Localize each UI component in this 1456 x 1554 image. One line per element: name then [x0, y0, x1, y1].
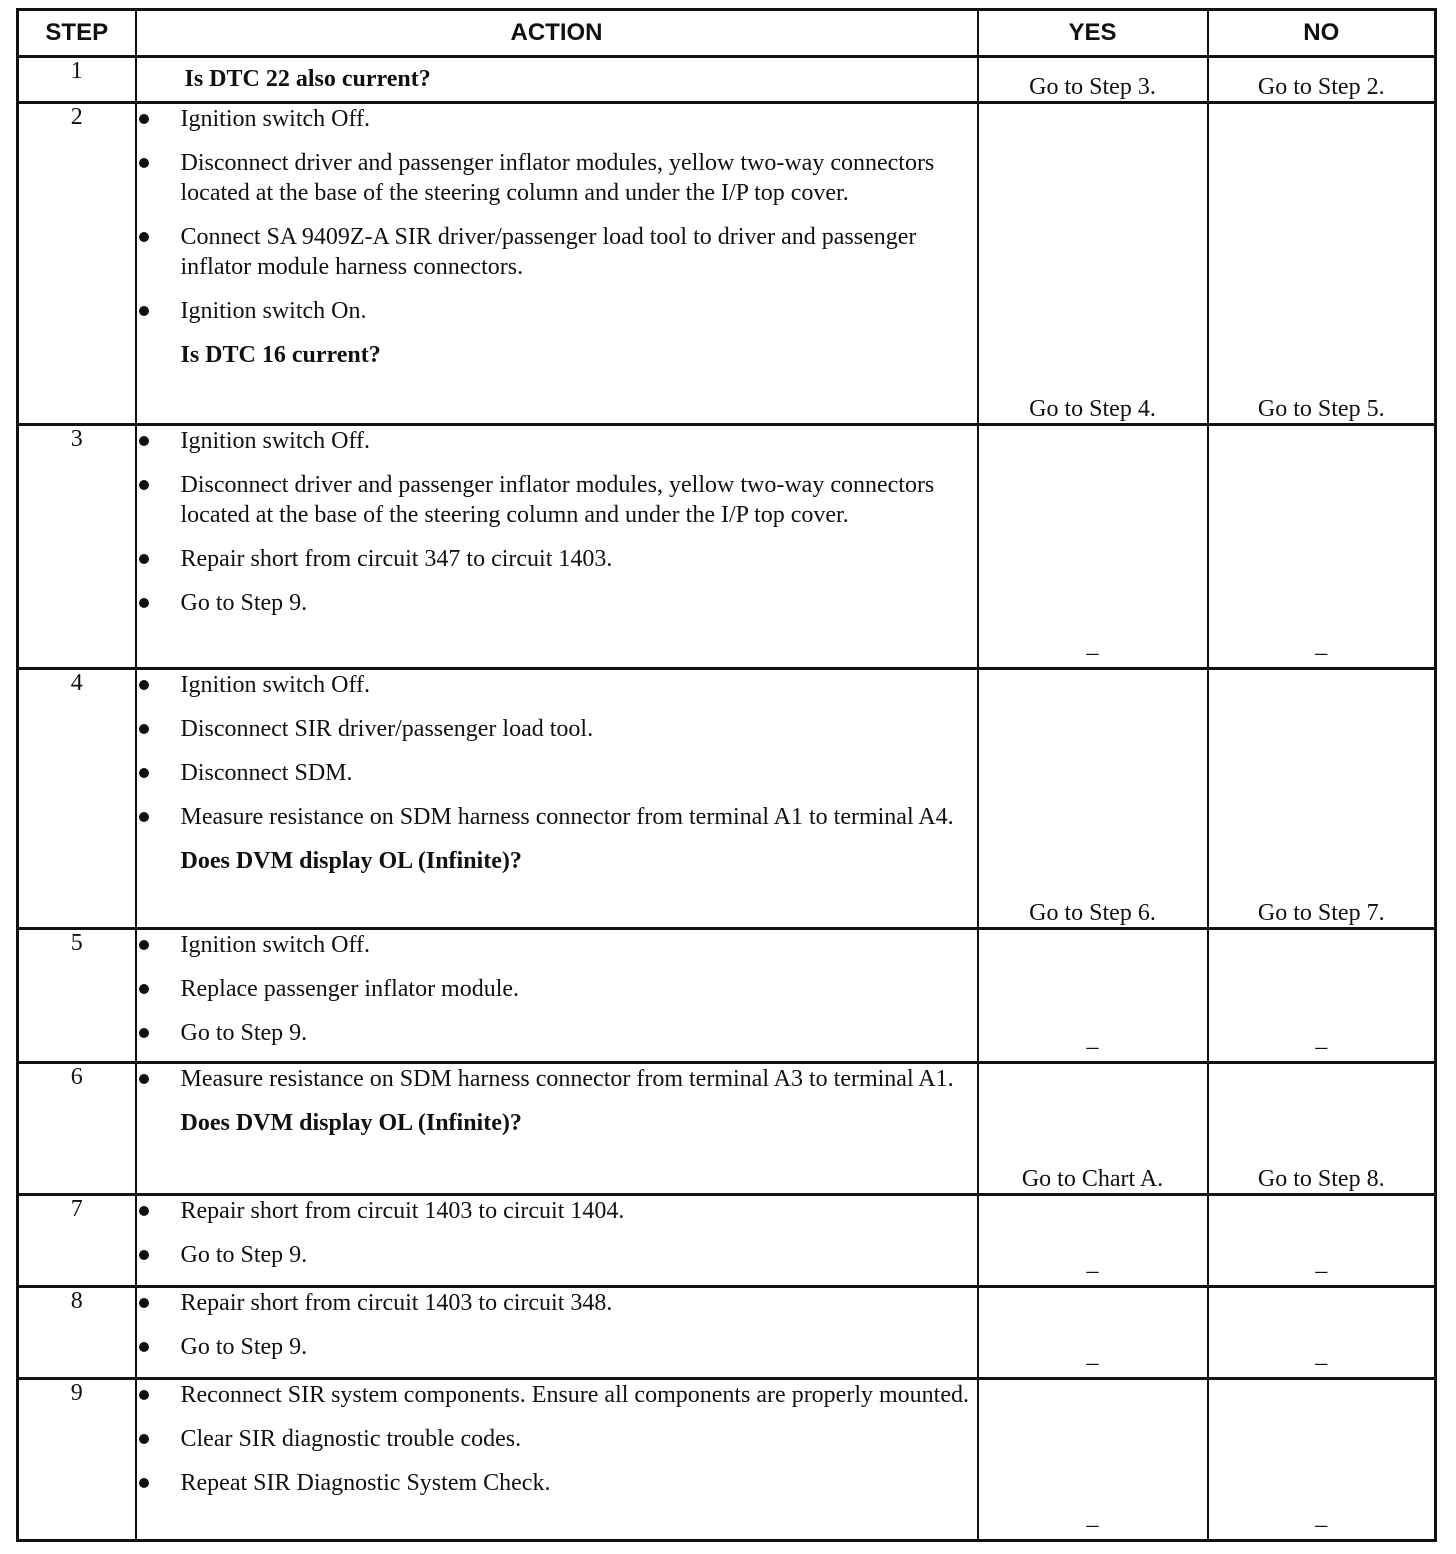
- action-bullet-item: Disconnect SIR driver/passenger load tool.: [137, 714, 977, 744]
- action-bullet-item: Reconnect SIR system components. Ensure all components are properly mounted.: [137, 1380, 977, 1410]
- action-cell: [136, 1379, 978, 1541]
- no-header: NO: [1208, 10, 1436, 57]
- action-bullet-list: [137, 1196, 977, 1270]
- table-row: [18, 929, 1436, 1063]
- action-bullet-item: Ignition switch Off.: [137, 104, 977, 134]
- action-bullet-item: Go to Step 9.: [137, 588, 977, 618]
- action-bullet-item: Repeat SIR Diagnostic System Check.: [137, 1468, 977, 1498]
- yes-result: Go to Step 3.: [978, 57, 1208, 103]
- no-result: Go to Step 5.: [1208, 103, 1436, 425]
- action-bullet-item: Disconnect driver and passenger inflator modules, yellow two-way connectors located at the base of the steering column and under the I/P top cover.: [137, 470, 977, 530]
- step-number: 7: [18, 1195, 136, 1287]
- table-body: [18, 57, 1436, 1541]
- step-number: 9: [18, 1379, 136, 1541]
- action-header: ACTION: [136, 10, 978, 57]
- action-bullet-item: Ignition switch Off.: [137, 426, 977, 456]
- table-row: [18, 1379, 1436, 1541]
- action-cell: [136, 929, 978, 1063]
- action-bullet-list: [137, 104, 977, 326]
- no-result: –: [1208, 1195, 1436, 1287]
- step-number: 5: [18, 929, 136, 1063]
- step-question: Is DTC 22 also current?: [184, 66, 431, 92]
- table-row: [18, 1287, 1436, 1379]
- yes-result: –: [978, 929, 1208, 1063]
- action-bullet-list: [137, 670, 977, 832]
- action-bullet-list: [137, 930, 977, 1048]
- no-result: –: [1208, 929, 1436, 1063]
- yes-result: –: [978, 425, 1208, 669]
- table-row: [18, 103, 1436, 425]
- step-number: 6: [18, 1063, 136, 1195]
- action-bullet-item: Go to Step 9.: [137, 1332, 977, 1362]
- action-cell: [136, 57, 978, 103]
- action-bullet-item: Measure resistance on SDM harness connector from terminal A3 to terminal A1.: [137, 1064, 977, 1094]
- table-row: [18, 669, 1436, 929]
- action-bullet-list: [137, 1064, 977, 1094]
- action-cell: [136, 425, 978, 669]
- action-bullet-item: Measure resistance on SDM harness connector from terminal A1 to terminal A4.: [137, 802, 977, 832]
- diagnostic-table: [16, 8, 1437, 1542]
- action-bullet-list: [137, 426, 977, 618]
- step-header: STEP: [18, 10, 136, 57]
- step-question: Does DVM display OL (Infinite)?: [180, 848, 522, 874]
- step-number: 1: [18, 57, 136, 103]
- action-cell: [136, 1195, 978, 1287]
- action-bullet-item: Connect SA 9409Z-A SIR driver/passenger load tool to driver and passenger inflator module harness connectors.: [137, 222, 977, 282]
- action-bullet-item: Disconnect SDM.: [137, 758, 977, 788]
- yes-result: Go to Chart A.: [978, 1063, 1208, 1195]
- yes-result: Go to Step 6.: [978, 669, 1208, 929]
- yes-header: YES: [978, 10, 1208, 57]
- no-result: Go to Step 2.: [1208, 57, 1436, 103]
- header-row: [18, 10, 1436, 57]
- action-bullet-item: Repair short from circuit 347 to circuit 1403.: [137, 544, 977, 574]
- action-cell: [136, 1287, 978, 1379]
- yes-result: Go to Step 4.: [978, 103, 1208, 425]
- action-bullet-list: [137, 1380, 977, 1498]
- action-bullet-item: Go to Step 9.: [137, 1240, 977, 1270]
- step-number: 4: [18, 669, 136, 929]
- no-result: Go to Step 7.: [1208, 669, 1436, 929]
- no-result: –: [1208, 425, 1436, 669]
- action-bullet-item: Ignition switch Off.: [137, 930, 977, 960]
- action-cell: [136, 103, 978, 425]
- table-row: [18, 425, 1436, 669]
- action-bullet-item: Repair short from circuit 1403 to circuit 348.: [137, 1288, 977, 1318]
- yes-result: –: [978, 1379, 1208, 1541]
- action-bullet-list: [137, 1288, 977, 1362]
- yes-result: –: [978, 1195, 1208, 1287]
- step-number: 2: [18, 103, 136, 425]
- action-bullet-item: Ignition switch Off.: [137, 670, 977, 700]
- action-bullet-item: Clear SIR diagnostic trouble codes.: [137, 1424, 977, 1454]
- action-bullet-item: Repair short from circuit 1403 to circuit 1404.: [137, 1196, 977, 1226]
- table-row: [18, 57, 1436, 103]
- action-bullet-item: Ignition switch On.: [137, 296, 977, 326]
- yes-result: –: [978, 1287, 1208, 1379]
- action-bullet-item: Replace passenger inflator module.: [137, 974, 977, 1004]
- action-cell: [136, 1063, 978, 1195]
- no-result: –: [1208, 1379, 1436, 1541]
- no-result: –: [1208, 1287, 1436, 1379]
- action-bullet-item: Disconnect driver and passenger inflator modules, yellow two-way connectors located at the base of the steering column and under the I/P top cover.: [137, 148, 977, 208]
- table-row: [18, 1195, 1436, 1287]
- step-question: Is DTC 16 current?: [180, 342, 381, 368]
- action-cell: [136, 669, 978, 929]
- action-bullet-item: Go to Step 9.: [137, 1018, 977, 1048]
- table-row: [18, 1063, 1436, 1195]
- step-number: 3: [18, 425, 136, 669]
- step-number: 8: [18, 1287, 136, 1379]
- step-question: Does DVM display OL (Infinite)?: [180, 1110, 522, 1136]
- no-result: Go to Step 8.: [1208, 1063, 1436, 1195]
